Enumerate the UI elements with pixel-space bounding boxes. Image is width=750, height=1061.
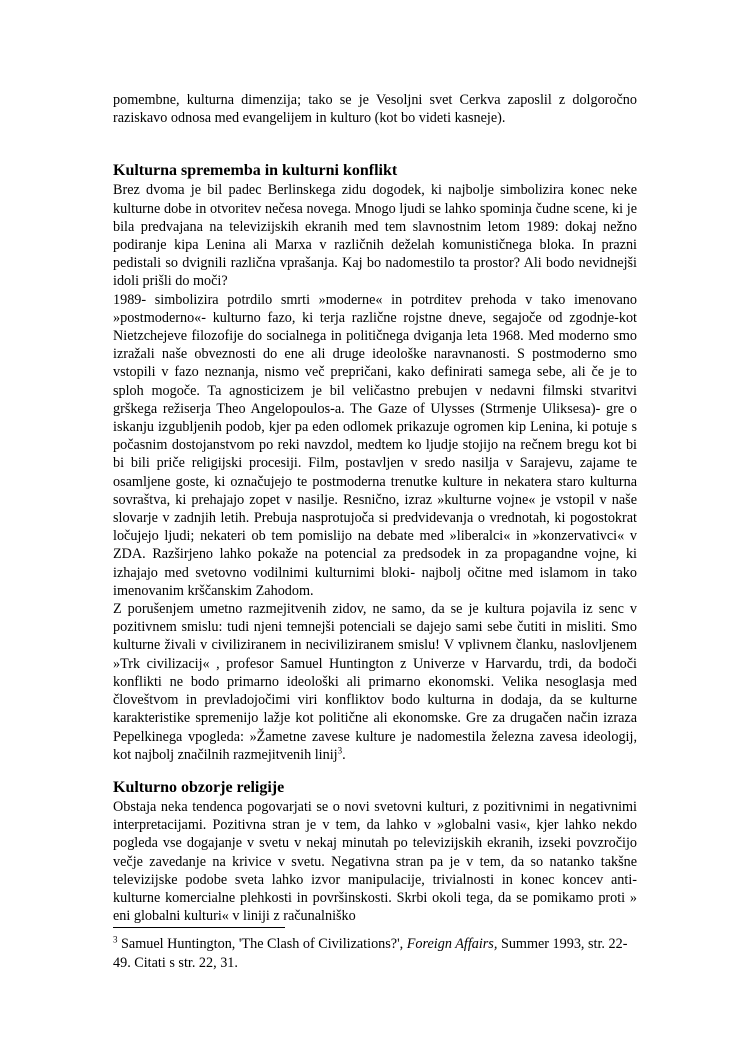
paragraph: Brez dvoma je bil padec Berlinskega zidu dogodek, ki najbolje simbolizira konec neke kulturne dobe in otvoritev nečesa novega. Mnogo ljudi se lahko spominja čudne scene, ki je bila predvajana na televizijskih ekranih med tem slavnostnim letom 1989: dokaj nežno podiranje kipa Lenina ali Marxa v različnih deželah komunističnega bloka. In prazni pedistali so dvignili različna vprašanja. Kaj bo nadomestilo ta prostor? Ali bodo nevidnejši idoli prišli do moči? — [113, 182, 637, 290]
paragraph-end: . — [342, 746, 346, 763]
footnote-divider — [113, 927, 285, 928]
footnote-journal: Foreign Affairs, — [406, 936, 498, 952]
body-text — [113, 91, 637, 925]
paragraph — [113, 600, 637, 764]
paragraph: Obstaja neka tendenca pogovarjati se o novi svetovni kulturi, z pozitivnimi in negativnimi interpretacijami. Pozitivna stran je v tem, da lahko v »globalni vasi«, kjer lahko nekdo pogleda vse dogajanje v svetu v nekaj minutah po televizijskih ekranih, izseki povzročijo večje zavedanje na krivice v svetu. Negativna stran pa je v tem, da so natanko takšne televizijske podobe sveta lahko izvor manipulacije, trivialnosti in konec koncev anti- kulturne komercialne plehkosti in površinskosti. Skrbi okoli tega, da se pomikamo proti » eni globalni kulturi« v liniji z računalniško — [113, 798, 637, 925]
section-heading-religion-horizon: Kulturno obzorje religije — [113, 778, 285, 796]
footnote-reference[interactable]: 3 — [337, 744, 343, 755]
footnote — [113, 935, 637, 973]
footnote-number: 3 — [113, 934, 118, 945]
intro-paragraph: pomembne, kulturna dimenzija; tako se je Vesoljni svet Cerkva zaposlil z dolgoročno raziskavo odnosa med evangelijem in kulturo (kot bo videti kasneje). — [113, 92, 637, 127]
section-heading-cultural-change: Kulturna sprememba in kulturni konflikt — [113, 162, 398, 180]
footnote-text-end: Summer 1993, str. 22-49. Citati s str. 22, 31. — [113, 936, 628, 971]
paragraph: 1989- simbolizira potrdilo smrti »moderne« in potrditev prehoda v tako imenovano »postmoderno«- kulturno fazo, ki terja različne rojstne dneve, segajoče od zgodnje-kot Nietzchejeve filozofije do socialnega in političnega dviganja leta 1968. Med moderno smo izražali naše obveznosti do ene ali druge ideološke naravnanosti. S postmoderno smo vstopili v fazo neznanja, nismo več prepričani, kako definirati samega sebe, ali če je to sploh mogoče. Ta agnosticizem je bil veličastno prebujen v nedavni filmski stvaritvi grškega režiserja Theo Angelopoulos-a. The Gaze of Ulysses (Strmenje Uliksesa)- gre o iskanju izgubljenih podob, kjer pa eden odlomek prikazuje ogromen kip Lenina, ki potuje s počasnim dostojanstvom po reki navzdol, medtem ko ljudje stojijo na rečnem bregu kot bi bi bili priče religijski procesiji. Film, postavljen v sredo nasilja v Sarajevu, zajame te osamljene goste, ki označujejo te postmoderna trenutke kulture in nekatera staro kulturna sovraštva, ki prehajajo zopet v nasilje. Resnično, izraz »kulturne vojne« je vstopil v naše slovarje v zadnjih letih. Prebuja nasprotujoča si predvidevanja o vrednotah, ki pogostokrat ločujejo ljudi; nekateri ob tem pomislijo na debate med »liberalci« in »konzervativci« v ZDA. Razširjeno lahko pokaže na potencial za predsodek in za propagandne vojne, ki izhajajo med svetovno vodilnimi kulturnimi bloki- najbolj očitne med islamom in tako imenovanim krščanskim Zahodom. — [113, 291, 637, 599]
footnote-text: Samuel Huntington, 'The Clash of Civilizations?', — [117, 936, 407, 952]
paragraph-text: Z porušenjem umetno razmejitvenih zidov, ne samo, da se je kultura pojavila iz senc v pozitivnem smislu: tudi njeni temnejši potenciali se dajejo sami sebe čutiti in misliti. Smo kulturne živali v civiliziranem in neciviliziranem smislu! V vplivnem članku, naslovljenem »Trk civilizacij« , profesor Samuel Huntington z Univerze v Harvardu, trdi, da bodoči konflikti ne bodo primarno ideološki ali primarno ekonomski. Velika nesoglasja med človeštvom in prevladojočimi viri konfliktov bodo kulturna in dodaja, da se kulturne karakteristike spremenijo lažje kot politične ali ekonomske. Gre za drugačen način izraza Pepelkinega vpogleda: »Žametne zavese kulture je nadomestila železna zavesa ideologij, kot najbolj značilnih razmejitvenih linij — [113, 601, 637, 763]
